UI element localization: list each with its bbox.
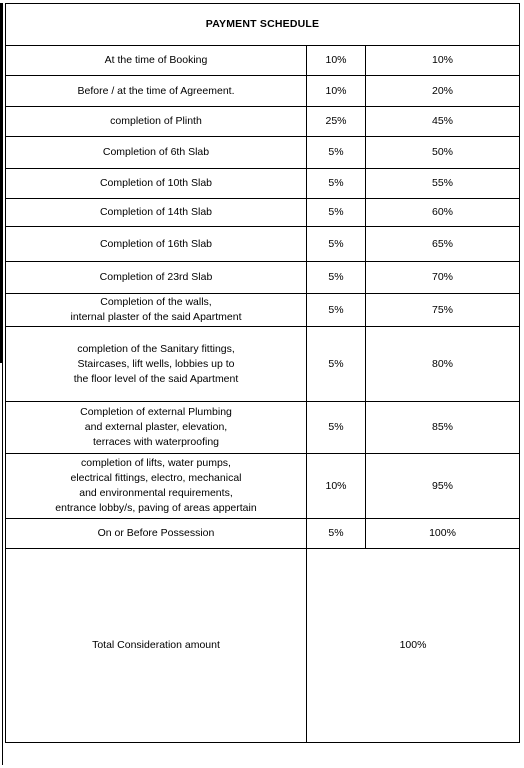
- installment-percent: 5%: [307, 294, 366, 327]
- stage-cell: [6, 519, 307, 549]
- table-row: [6, 454, 520, 519]
- table-row: [6, 402, 520, 454]
- installment-percent: 10%: [307, 454, 366, 519]
- stage-cell: [6, 227, 307, 262]
- cumulative-percent: 60%: [366, 199, 520, 227]
- stage-cell: [6, 137, 307, 169]
- stage-text: internal plaster of the said Apartment: [70, 311, 242, 323]
- stage-text: Staircases, lift wells, lobbies up to: [77, 357, 235, 370]
- stage-text: Completion of 16th Slab: [99, 237, 213, 250]
- stage-text: Completion of 6th Slab: [102, 146, 210, 158]
- stage-text: At the time of Booking: [104, 54, 208, 66]
- stage-cell: [6, 454, 307, 519]
- total-row: [6, 549, 520, 743]
- page-edge-line: [2, 363, 3, 765]
- cumulative-percent: 80%: [366, 327, 520, 402]
- cumulative-percent: 100%: [366, 519, 520, 549]
- table-row: [6, 262, 520, 294]
- cumulative-percent: 55%: [366, 169, 520, 199]
- stage-text: Completion of external Plumbing: [80, 406, 232, 418]
- page-edge-mark: [0, 3, 3, 363]
- stage-text: Completion of 23rd Slab: [99, 271, 213, 283]
- installment-percent: 5%: [307, 327, 366, 402]
- stage-text: terraces with waterproofing: [92, 436, 220, 448]
- stage-text: Completion of 14th Slab: [99, 206, 213, 218]
- stage-text: entrance lobby/s, paving of areas appertain: [55, 502, 257, 514]
- table-row: [6, 199, 520, 227]
- cumulative-percent: 20%: [366, 76, 520, 107]
- cumulative-percent: 70%: [366, 262, 520, 294]
- table-row: [6, 519, 520, 549]
- stage-text: completion of Plinth: [110, 115, 202, 127]
- total-label: Total Consideration amount: [6, 549, 307, 743]
- payment-schedule-table: [5, 3, 520, 743]
- stage-cell: [6, 76, 307, 107]
- table-row: [6, 46, 520, 76]
- cumulative-percent: 75%: [366, 294, 520, 327]
- table-row: [6, 107, 520, 137]
- table-row: [6, 294, 520, 327]
- stage-cell: [6, 107, 307, 137]
- cumulative-percent: 10%: [366, 46, 520, 76]
- stage-cell: [6, 402, 307, 454]
- installment-percent: 5%: [307, 262, 366, 294]
- table-row: [6, 327, 520, 402]
- stage-text: completion of lifts, water pumps,: [81, 457, 231, 469]
- installment-percent: 5%: [307, 169, 366, 199]
- installment-percent: 5%: [307, 137, 366, 169]
- stage-cell: [6, 169, 307, 199]
- table-row: [6, 169, 520, 199]
- stage-cell: [6, 294, 307, 327]
- schedule-rows: [6, 46, 520, 549]
- cumulative-percent: 45%: [366, 107, 520, 137]
- stage-cell: [6, 262, 307, 294]
- stage-cell: [6, 46, 307, 76]
- stage-text: Completion of the walls,: [100, 296, 212, 308]
- cumulative-percent: 65%: [366, 227, 520, 262]
- stage-text: and external plaster, elevation,: [84, 421, 228, 433]
- installment-percent: 5%: [307, 199, 366, 227]
- table-row: [6, 76, 520, 107]
- installment-percent: 10%: [307, 76, 366, 107]
- installment-percent: 5%: [307, 227, 366, 262]
- stage-text: On or Before Possession: [97, 527, 215, 539]
- installment-percent: 5%: [307, 402, 366, 454]
- stage-cell: [6, 199, 307, 227]
- stage-text: completion of the Sanitary fittings,: [77, 342, 235, 355]
- total-value: 100%: [307, 549, 520, 743]
- stage-cell: [6, 327, 307, 402]
- installment-percent: 10%: [307, 46, 366, 76]
- stage-text: electrical fittings, electro, mechanical: [70, 472, 242, 484]
- stage-text: Completion of 10th Slab: [99, 177, 213, 189]
- stage-text: Before / at the time of Agreement.: [77, 84, 235, 97]
- stage-text: the floor level of the said Apartment: [73, 372, 239, 385]
- cumulative-percent: 50%: [366, 137, 520, 169]
- table-title-row: [6, 4, 520, 46]
- installment-percent: 25%: [307, 107, 366, 137]
- cumulative-percent: 95%: [366, 454, 520, 519]
- table-row: [6, 227, 520, 262]
- stage-text: and environmental requirements,: [79, 487, 233, 499]
- table-row: [6, 137, 520, 169]
- installment-percent: 5%: [307, 519, 366, 549]
- cumulative-percent: 85%: [366, 402, 520, 454]
- page-title: PAYMENT SCHEDULE: [6, 4, 520, 46]
